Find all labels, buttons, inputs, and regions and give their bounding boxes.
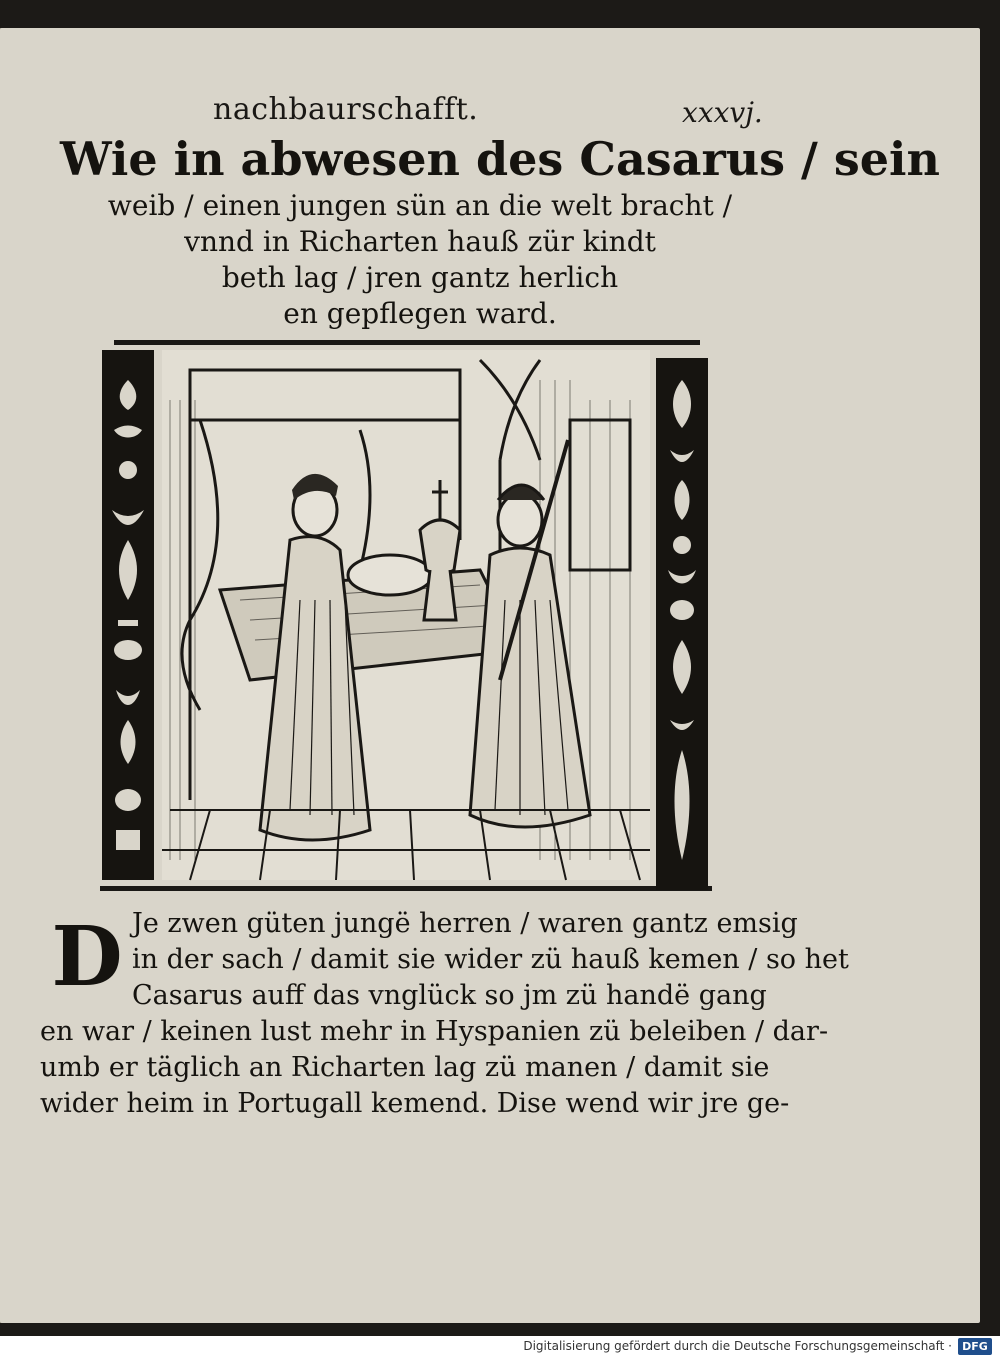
text-line: Je zwen güten jungë herren / waren gantz emsig [132,908,798,939]
folio-number: xxxvj. [682,96,763,129]
infant-figure [348,555,432,595]
title-line: en gepflegen ward. [283,297,557,330]
title-line: vnnd in Richarten hauß zür kindt [184,225,656,258]
decorated-initial: D [51,909,123,1005]
funding-notice: Digitalisierung gefördert durch die Deutsche Forschungsgemeinschaft · [523,1339,952,1353]
digitization-footer [0,1336,1000,1358]
left-ornament-border [102,350,154,880]
running-header: nachbaurschafft. [213,92,479,127]
text-line: umb er täglich an Richarten lag zü manen / damit sie [40,1052,770,1083]
title-line: Wie in abwesen des Casarus / sein [60,132,940,186]
text-line: en war / keinen lust mehr in Hyspanien zü beleiben / dar- [40,1016,829,1047]
text-line: wider heim in Portugall kemend. Dise wend wir jre ge- [40,1088,790,1119]
dfg-logo: DFG [958,1338,992,1355]
woodcut-illustration [100,340,712,898]
title-line: weib / einen jungen sün an die welt bracht / [107,189,733,222]
text-line: in der sach / damit sie wider zü hauß kemen / so het [132,944,849,975]
chapter-title [60,130,940,332]
text-line: Casarus auff das vnglück so jm zü handë gang [132,980,767,1011]
title-line: beth lag / jren gantz herlich [221,261,619,294]
right-ornament-border [656,358,708,890]
